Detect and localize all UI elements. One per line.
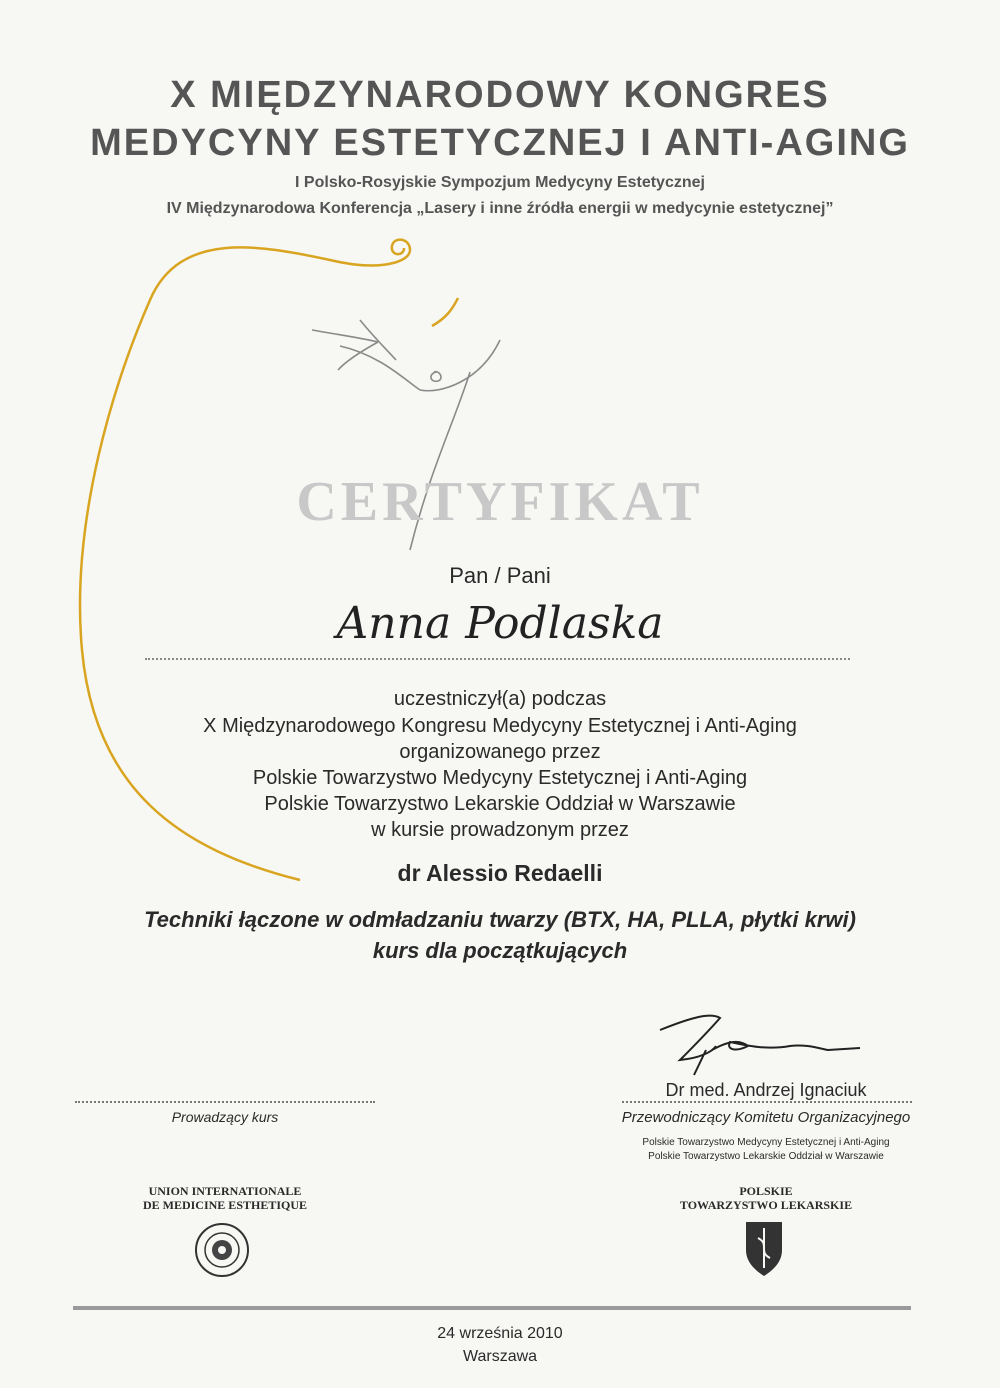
uime-emblem-icon — [196, 1224, 248, 1276]
name-dotted-line — [145, 658, 850, 660]
conference-subtitle: IV Międzynarodowa Konferencja „Lasery i inne źródła energii w medycynie estetycznej” — [166, 200, 834, 217]
chairman-signature-line — [622, 1101, 912, 1103]
lecturer-signature-line — [75, 1101, 375, 1103]
footer-divider — [73, 1306, 911, 1310]
ptl-logo-text1: POLSKIE — [739, 1184, 793, 1198]
course-title: Techniki łączone w odmładzaniu twarzy (BTX, HA, PLLA, płytki krwi) — [144, 907, 856, 932]
issue-city: Warszawa — [462, 1348, 538, 1365]
gold-accent-line — [432, 298, 458, 326]
body-line: w kursie prowadzonym przez — [371, 819, 629, 841]
body-line: organizowanego przez — [399, 741, 601, 763]
uime-logo-text2: DE MEDICINE ESTHETIQUE — [142, 1198, 308, 1212]
issue-date: 24 września 2010 — [437, 1325, 563, 1342]
lecturer-name: dr Alessio Redaelli — [397, 860, 603, 886]
body-line: Polskie Towarzystwo Lekarskie Oddział w Warszawie — [264, 793, 736, 815]
chairman-name: Dr med. Andrzej Ignaciuk — [665, 1080, 867, 1100]
congress-title-line2: MEDYCYNY ESTETYCZNEJ I ANTI-AGING — [90, 122, 910, 164]
organizer-line2: Polskie Towarzystwo Lekarskie Oddział w Warszawie — [648, 1151, 884, 1162]
participant-name: Anna Podlaska — [336, 598, 664, 649]
uime-logo-text1: UNION INTERNATIONALE — [148, 1184, 302, 1198]
symposium-subtitle: I Polsko-Rosyjskie Sympozjum Medycyny Estetycznej — [295, 174, 705, 191]
ptl-logo-text2: TOWARZYSTWO LEKARSKIE — [679, 1198, 853, 1212]
lecturer-label: Prowadzący kurs — [171, 1109, 279, 1125]
body-line: uczestniczył(a) podczas — [393, 688, 607, 710]
body-line: Polskie Towarzystwo Medycyny Estetycznej i Anti-Aging — [252, 767, 748, 789]
salutation: Pan / Pani — [449, 563, 551, 588]
chairman-signature — [660, 1016, 860, 1075]
body-line: X Międzynarodowego Kongresu Medycyny Estetycznej i Anti-Aging — [203, 715, 797, 737]
certificate-heading: CERTYFIKAT — [296, 471, 704, 533]
congress-title-line1: X MIĘDZYNARODOWY KONGRES — [170, 74, 830, 116]
chairman-role: Przewodniczący Komitetu Organizacyjnego — [621, 1109, 911, 1126]
organizer-line1: Polskie Towarzystwo Medycyny Estetycznej i Anti-Aging — [642, 1137, 890, 1148]
course-level: kurs dla początkujących — [372, 938, 628, 963]
ptl-crest-icon — [746, 1222, 782, 1276]
